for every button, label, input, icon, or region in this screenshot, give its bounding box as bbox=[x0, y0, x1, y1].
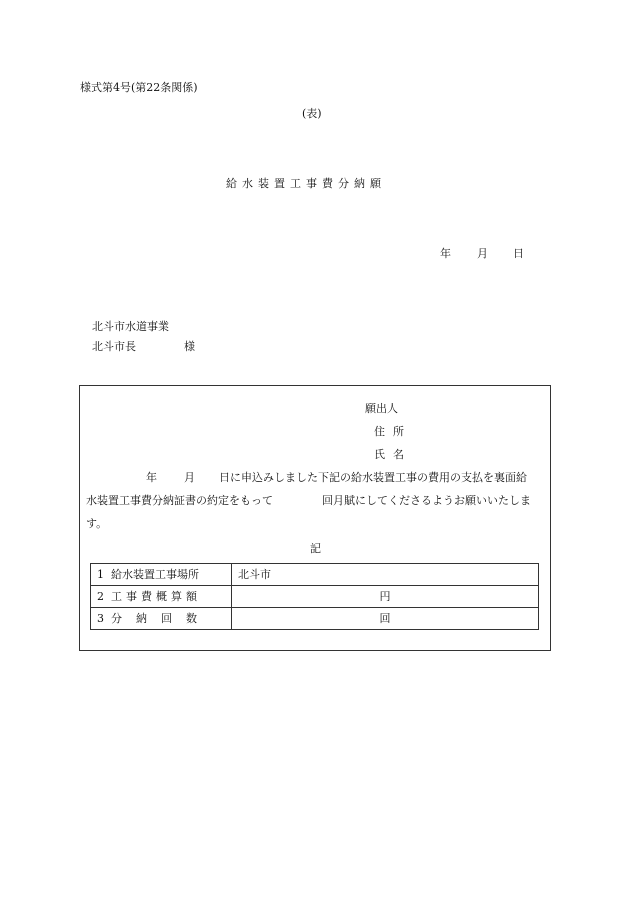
addressee-mayor: 北斗市長 bbox=[92, 340, 136, 353]
table-label-cell bbox=[91, 586, 232, 608]
row-number: 1 bbox=[97, 567, 104, 581]
body-text-line-2b: 回月賦にしてくださるようお願いいたしま bbox=[322, 494, 531, 507]
table-value-cell bbox=[232, 564, 539, 586]
table-row bbox=[91, 608, 539, 630]
document-title: 給水装置工事費分納願 bbox=[226, 177, 386, 190]
row-value: 円 bbox=[379, 589, 391, 603]
table-value-cell bbox=[232, 586, 539, 608]
application-box bbox=[79, 385, 551, 651]
date-year-label: 年 bbox=[440, 247, 451, 260]
row-label: 給水装置工事場所 bbox=[111, 567, 199, 581]
table-row bbox=[91, 586, 539, 608]
row-label: 工事費概算額 bbox=[111, 589, 201, 603]
addressee-organization: 北斗市水道事業 bbox=[92, 320, 169, 333]
row-number: 2 bbox=[97, 589, 104, 603]
table-value-cell bbox=[232, 608, 539, 630]
body-text-line-3: す。 bbox=[86, 517, 108, 530]
side-label: (表) bbox=[302, 107, 322, 120]
body-text-line-2a: 水装置工事費分納証書の約定をもって bbox=[86, 494, 273, 507]
address-label: 住所 bbox=[374, 425, 412, 438]
body-month-label: 月 bbox=[184, 471, 195, 484]
row-value: 北斗市 bbox=[238, 567, 271, 581]
table-label-cell bbox=[91, 564, 232, 586]
row-value: 回 bbox=[379, 611, 391, 625]
note-label: 記 bbox=[310, 542, 321, 555]
body-year-label: 年 bbox=[146, 471, 157, 484]
addressee-honorific: 様 bbox=[184, 340, 195, 353]
applicant-label: 願出人 bbox=[365, 402, 398, 415]
date-month-label: 月 bbox=[477, 247, 488, 260]
row-label: 分納回数 bbox=[111, 611, 211, 625]
detail-table bbox=[90, 563, 539, 630]
form-number: 様式第4号(第22条関係) bbox=[80, 81, 198, 94]
name-label: 氏名 bbox=[374, 448, 412, 461]
table-row bbox=[91, 564, 539, 586]
row-number: 3 bbox=[97, 611, 104, 625]
date-day-label: 日 bbox=[513, 247, 524, 260]
table-label-cell bbox=[91, 608, 232, 630]
body-text-line-1: 日に申込みしました下記の給水装置工事の費用の支払を裏面給 bbox=[219, 471, 527, 484]
